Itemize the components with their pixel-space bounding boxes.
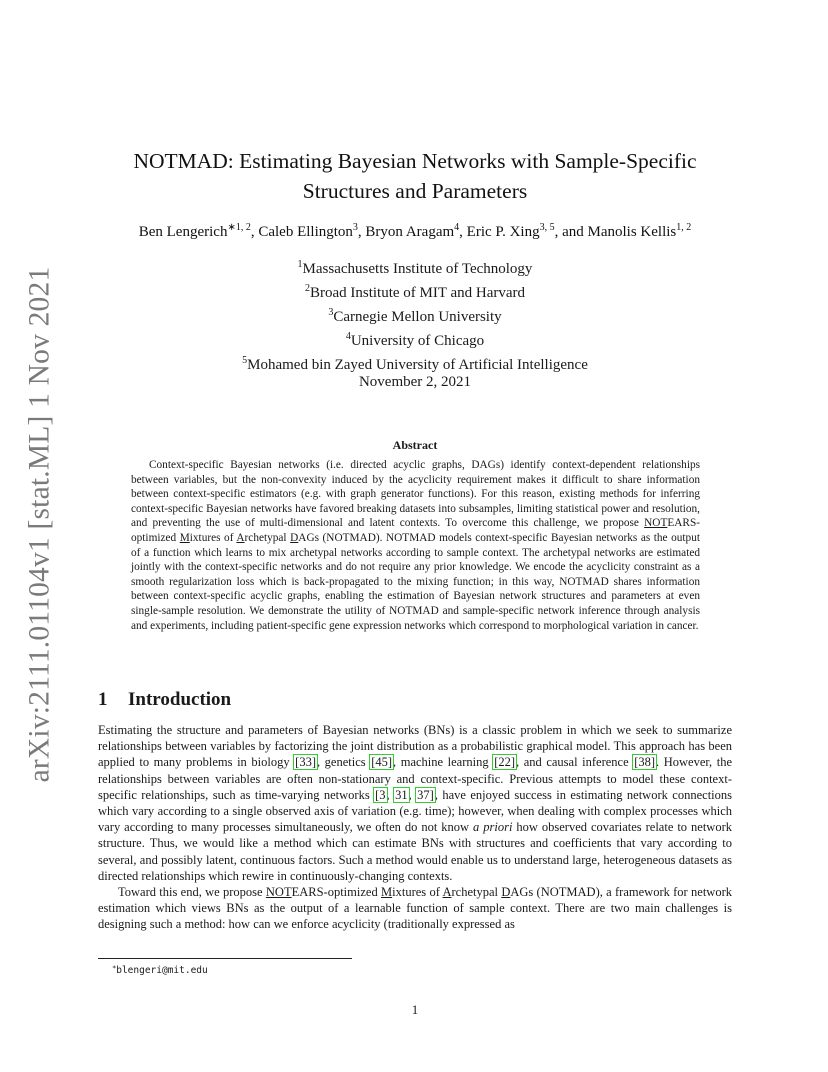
- title-line-1: NOTMAD: Estimating Bayesian Networks with Sample-Specific: [133, 149, 697, 173]
- title-line-2: Structures and Parameters: [302, 179, 528, 203]
- affiliation-item: [98, 279, 732, 303]
- author-affiliation-mark: 3: [352, 222, 358, 233]
- author-name: Ben Lengerich: [138, 224, 228, 240]
- author-affiliation-mark: 1, 2: [676, 222, 692, 233]
- affiliation-mark: 2: [304, 283, 310, 294]
- affiliation-mark: 5: [242, 355, 248, 366]
- author-conjunction: and: [562, 224, 584, 240]
- introduction-paragraph-1: Estimating the structure and parameters of Bayesian networks (BNs) is a classic problem in which we seek to summarize relationships between variables by factorizing the joint distribution as a probabilistic graphical model. This approach has been applied to many problems in biology [33], genetics [45], machine learning [22], and causal inference [38]. However, the relationships between variables are often non-stationary and context-specific. Previous attempts to model these context-specific relationships, such as time-varying networks [3, 31, 37], have enjoyed success in estimating network connections which vary according to a single observed axis of variation (e.g. time); however, when dealing with complex processes which vary according to many processes simultaneously, we often do not know a priori how observed covariates relate to network structure. Thus, we would like a method which can estimate BNs with structures and coefficients that vary according to several, and possibly latent, continuous factors. Such a method would enable us to understand large, heterogeneous datasets as directed relationships which rewire in continuously-changing contexts.: [98, 723, 733, 883]
- author-name: Manolis Kellis: [587, 224, 677, 240]
- affiliation-item: [98, 351, 732, 375]
- footnote-email-text: blengeri@mit.edu: [116, 965, 208, 977]
- citation-link[interactable]: 31: [395, 787, 408, 802]
- affiliation-item: [98, 327, 732, 351]
- introduction-paragraph-2: Toward this end, we propose NOTEARS-optimized Mixtures of Archetypal DAGs (NOTMAD), a framework for network estimation which views BNs as the output of a learnable function of sample context. There are two main challenges is designing such a method: how can we enforce acyclicity (traditionally expressed as: [98, 885, 732, 932]
- affiliation-mark: 1: [297, 259, 303, 270]
- citation-link[interactable]: 37]: [417, 787, 434, 802]
- affiliation-list: [98, 255, 732, 375]
- citation-link[interactable]: [3: [375, 787, 386, 802]
- author-name: Eric P. Xing: [466, 224, 540, 240]
- author-affiliation-mark: 3, 5: [539, 222, 555, 233]
- affiliation-name: Carnegie Mellon University: [333, 309, 502, 325]
- footnote-divider: [98, 958, 352, 959]
- abstract-heading: Abstract: [392, 438, 438, 452]
- affiliation-name: Broad Institute of MIT and Harvard: [309, 285, 526, 301]
- paper-date: November 2, 2021: [358, 374, 472, 390]
- affiliation-name: Massachusetts Institute of Technology: [302, 261, 533, 277]
- citation-link[interactable]: [33]: [295, 755, 316, 770]
- author-list: Ben Lengerich$^{∗1, 2}$, Caleb Ellington$^3$, Bryon Aragam$^4$, Eric P. Xing$^{3, 5}$, and Manolis Kellis$^{1, 2}$: [138, 222, 692, 240]
- section-number: 1: [98, 689, 108, 710]
- citation-link[interactable]: [38]: [634, 755, 656, 770]
- paper-title: [98, 146, 732, 206]
- footnote-mark: ∗: [112, 963, 117, 971]
- affiliation-mark: 4: [345, 331, 351, 342]
- author-affiliation-mark: ∗1, 2: [227, 222, 251, 233]
- arxiv-identifier-stamp: [18, 266, 62, 782]
- section-heading-introduction: [98, 689, 732, 711]
- author-affiliation-mark: 4: [454, 222, 460, 233]
- abstract-body: [131, 458, 700, 633]
- affiliation-name: Mohamed bin Zayed University of Artificial Intelligence: [247, 357, 588, 373]
- citation-link[interactable]: [45]: [371, 755, 393, 770]
- affiliation-item: [98, 255, 732, 279]
- arxiv-id-text: arXiv:2111.01104v1 [stat.ML] 1 Nov 2021: [23, 266, 56, 782]
- author-name: Caleb Ellington: [258, 224, 353, 240]
- affiliation-mark: 3: [328, 307, 334, 318]
- abstract-paragraph: Context-specific Bayesian networks (i.e. directed acyclic graphs, DAGs) identify context-dependent relationships between variables, but the non-convexity induced by the acyclicity requirement makes it difficult to share information between context-specific estimators (e.g. with graph generator functions). For this reason, existing methods for inferring context-specific Bayesian networks have favored breaking datasets into subsamples, limiting statistical power and resolution, and preventing the use of multi-dimensional and latent contexts. To overcome this challenge, we propose NOTEARS-optimized Mixtures of Archetypal DAGs (NOTMAD). NOTMAD models context-specific Bayesian networks as the output of a function which learns to mix archetypal networks according to sample context. The archetypal networks are estimated jointly with the context-specific networks and do not require any prior knowledge. We encode the acyclicity constraint as a smooth regularization loss which is back-propagated to the mixing function; in this way, NOTMAD shares information between context-specific acyclic graphs, enabling the estimation of Bayesian network structures and parameters at even single-sample resolution. We demonstrate the utility of NOTMAD and sample-specific network inference through analysis and experiments, including patient-specific gene expression networks which correspond to morphological variation in cancer.: [131, 459, 700, 632]
- section-title: Introduction: [128, 689, 232, 710]
- footnote-email: [112, 963, 208, 976]
- citation-link[interactable]: [22]: [494, 755, 516, 770]
- author-name: Bryon Aragam: [365, 224, 455, 240]
- affiliation-name: University of Chicago: [350, 333, 485, 349]
- page-number: 1: [411, 1002, 419, 1017]
- introduction-body: [98, 722, 732, 933]
- affiliation-item: [98, 303, 732, 327]
